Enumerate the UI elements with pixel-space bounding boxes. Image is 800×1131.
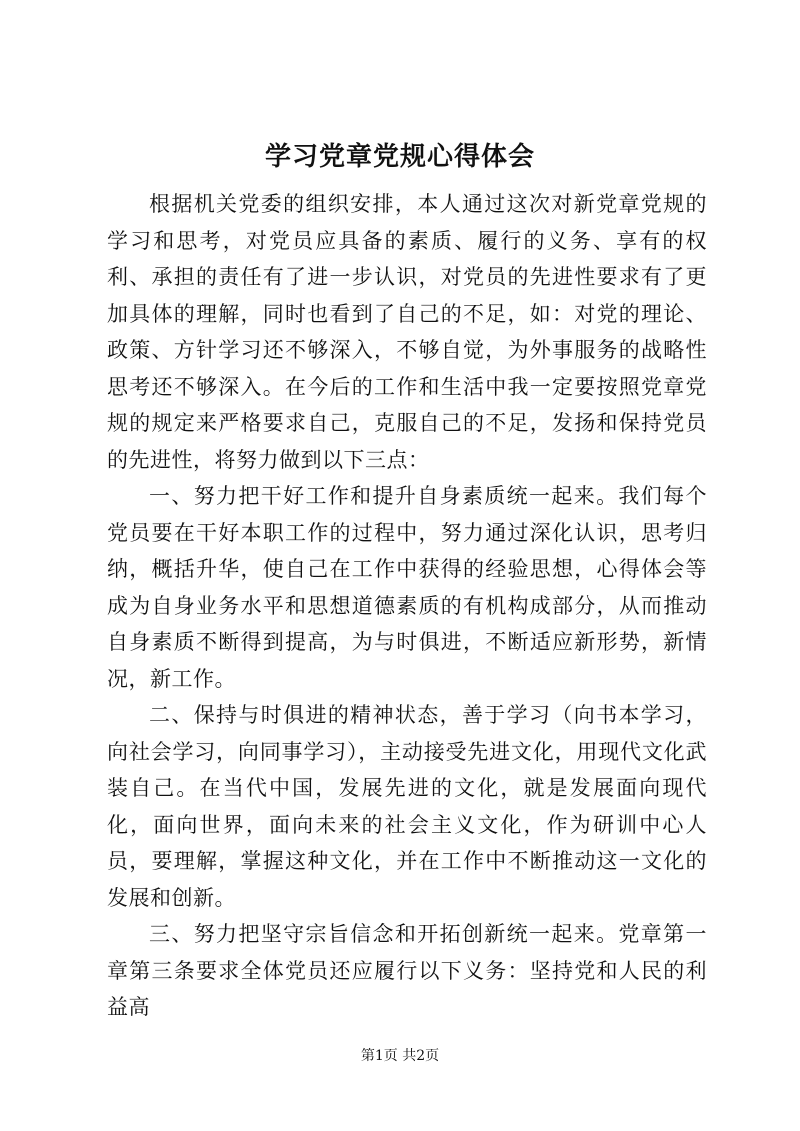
paragraph-point-three: 三、努力把坚守宗旨信念和开拓创新统一起来。党章第一章第三条要求全体党员还应履行以下义务：坚持党和人民的利益高 bbox=[107, 922, 707, 1019]
paragraph-point-two: 二、保持与时俱进的精神状态，善于学习（向书本学习，向社会学习，向同事学习），主动接受先进文化，用现代文化武装自己。在当代中国，发展先进的文化，就是发展面向现代化，面向世界，面向未来的社会主义文化，作为研训中心人员，要理解，掌握这种文化，并在工作中不断推动这一文化的发展和创新。 bbox=[107, 703, 707, 910]
paragraph-point-one: 一、努力把干好工作和提升自身素质统一起来。我们每个党员要在干好本职工作的过程中，努力通过深化认识，思考归纳，概括升华，使自己在工作中获得的经验思想，心得体会等成为自身业务水平和思想道德素质的有机构成部分，从而推动自身素质不断得到提高，为与时俱进，不断适应新形势，新情况，新工作。 bbox=[107, 484, 707, 691]
document-title: 学习党章党规心得体会 bbox=[264, 142, 535, 172]
document-body bbox=[107, 186, 707, 1026]
paragraph-intro: 根据机关党委的组织安排，本人通过这次对新党章党规的学习和思考，对党员应具备的素质、履行的义务、享有的权利、承担的责任有了进一步认识，对党员的先进性要求有了更加具体的理解，同时也看到了自己的不足，如：对党的理论、政策、方针学习还不够深入，不够自觉，为外事服务的战略性思考还不够深入。在今后的工作和生活中我一定要按照党章党规的规定来严格要求自己，克服自己的不足，发扬和保持党员的先进性，将努力做到以下三点： bbox=[107, 192, 707, 472]
page-footer: 第1页 共2页 bbox=[360, 1048, 440, 1064]
